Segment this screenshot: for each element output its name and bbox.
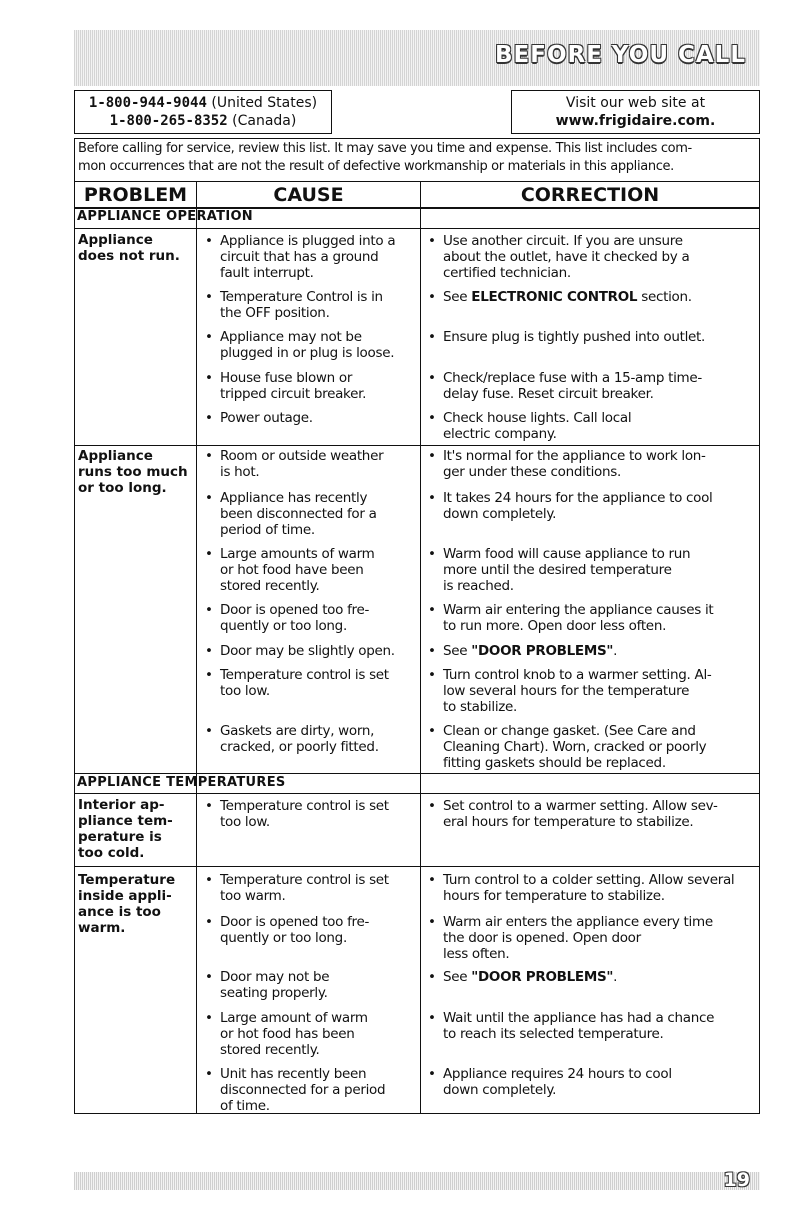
problem-does-not-run: Appliance does not run. [78,232,180,264]
us-phone: 1-800-944-9044 [88,95,207,111]
page-title: BEFORE YOU CALL [495,42,746,68]
page-number: 19 [723,1169,750,1191]
ca-label: (Canada) [232,113,297,129]
header-cause: CAUSE [273,184,344,206]
website-box [511,90,760,134]
ca-phone: 1-800-265-8352 [109,113,228,129]
header-banner [74,30,760,86]
header-problem: PROBLEM [83,184,188,206]
troubleshooting-table: PROBLEM CAUSE CORRECTION APPLIANCE OPERATION Appliance does not run. • Appliance is plugged into a circuit that has a ground fault interrupt. • Use another circuit. If you are unsure about the outlet, have it checked by a certified technician. • Temperature Control is in the OFF position. • See ELECTRONIC CONTROL section. • Appliance may not be plugged in or plug is loose. • Ensure plug is tightly pushed into outlet. • House fuse blown or tripped circuit breaker. • Check/replace fuse with a 15-amp time- delay fuse. Reset circuit breaker. • Power outage. • Check house lights. Call local electric company. Appliance runs too much or too long. • Room or outside weather is hot. • It's normal for the appliance to work lon- ger under these conditions. • Appliance has recently been disconnected for a period of time. • It takes 24 hours for the appliance to cool down completely. • Large amounts of warm or hot food have been stored recently. • Warm food will cause appliance to run more until the desired temperature is reached. • Door is opened too fre- quently or too long. • Warm air entering the appliance causes it to run more. Open door less often. • Door may be slightly open. • See "DOOR PROBLEMS". • Temperature control is set too low. • Turn control knob to a warmer setting. Al- low several hours for the temperature to stabilize. • Gaskets are dirty, worn, cracked, or poorly fitted. • Clean or change gasket. (See Care and Cleaning Chart). Worn, cracked or poorly fitting gaskets should be replaced. APPLIANCE TEMPERATURES Interior ap- pliance tem- perature is too cold. • Temperature control is set too low. • Set control to a warmer setting. Allow sev- eral hours for temperature to stabilize. Temperature inside appli- ance is too warm. • Temperature control is set too warm. • Turn control to a colder setting. Allow several hours for temperature to stabilize. • Door is opened too fre- quently or too long. • Warm air enters the appliance every time the door is opened. Open door less often. • Door may not be seating properly. • See "DOOR PROBLEMS". • Large amount of warm or hot food has been stored recently. • Wait until the appliance has had a chance to reach its selected temperature. • Unit has recently been disconnected for a period of time. • Appliance requires 24 hours to cool down completely. [74,181,760,1114]
problem-runs-too-much: Appliance runs too much or too long. [78,448,188,496]
us-label: (United States) [211,95,318,111]
website-text: Visit our web site at [565,95,706,111]
section-operation: APPLIANCE OPERATION [77,209,253,224]
problem-too-warm: Temperature inside appli- ance is too warm. [78,872,176,936]
header-correction: CORRECTION [520,184,660,206]
website-url: www.frigidaire.com. [555,113,716,129]
phone-box [74,90,332,134]
problem-too-cold: Interior ap- pliance tem- perature is too cold. [78,797,173,861]
footer-bar [74,1169,760,1191]
section-temperatures: APPLIANCE TEMPERATURES [77,775,286,790]
intro-text: Before calling for service, review this list. It may save you time and expense. This list includes com- mon occurrences that are not the result of defective workmanship or materials in this appliance. [74,138,760,181]
